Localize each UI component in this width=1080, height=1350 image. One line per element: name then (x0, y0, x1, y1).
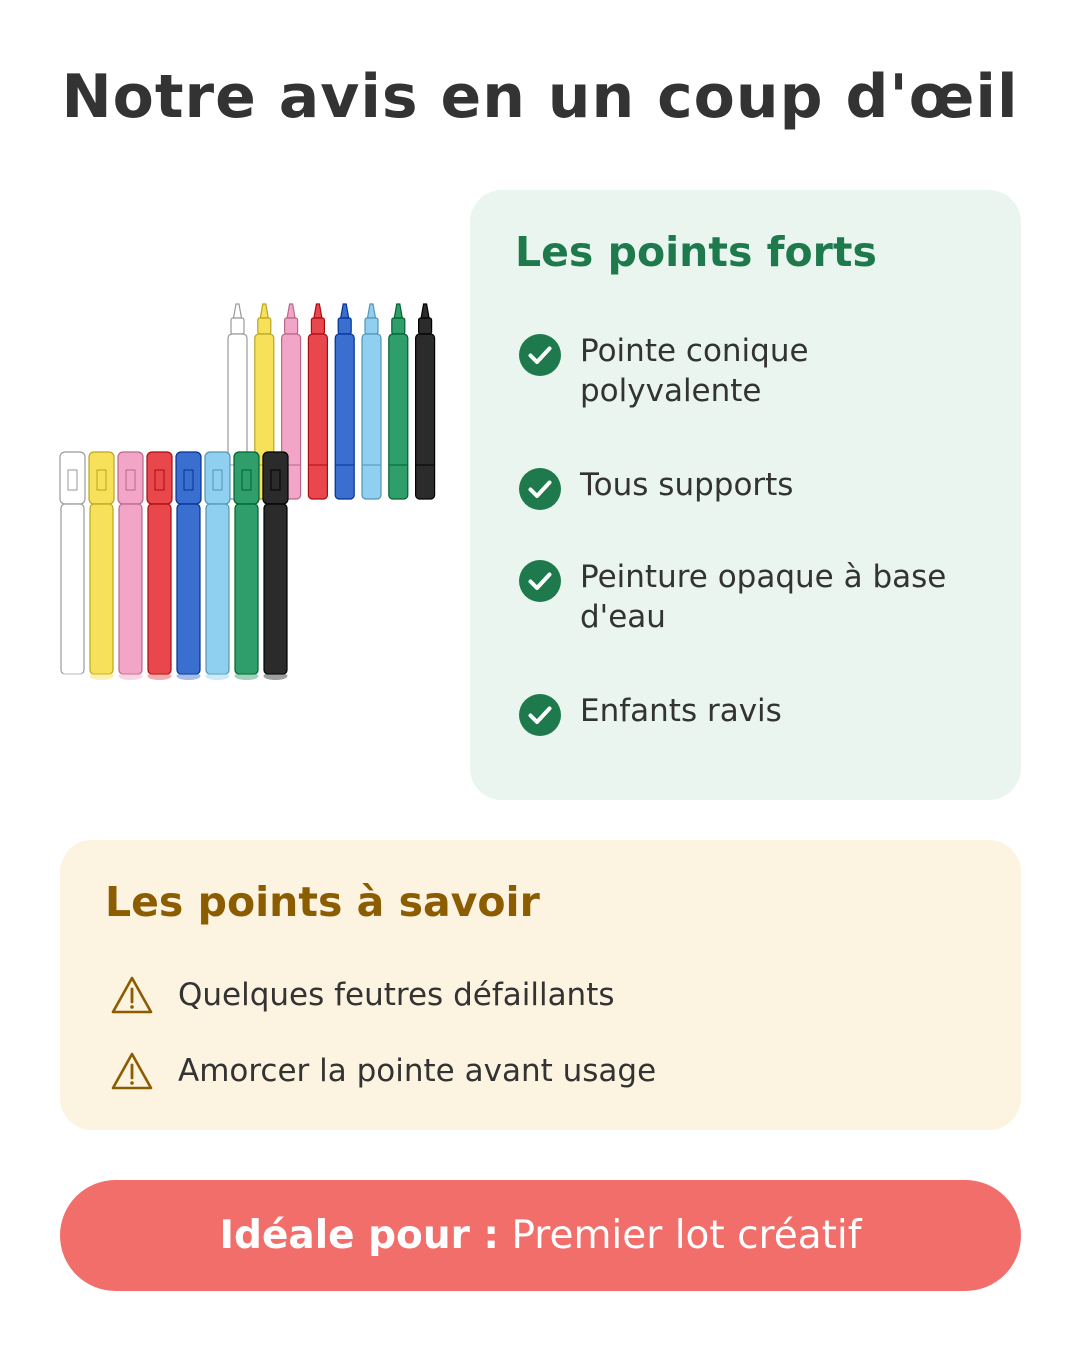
ideal-for-label: Idéale pour : (219, 1213, 500, 1258)
check-circle-icon (518, 467, 562, 511)
marker-front (205, 452, 230, 680)
warning-triangle-icon (110, 1051, 154, 1091)
pros-list-item (518, 467, 988, 511)
pros-item-label: Tous supports (580, 467, 794, 503)
cons-list-item (110, 975, 970, 1019)
marker-back (362, 304, 381, 499)
ideal-for-banner (60, 1180, 1021, 1291)
cons-item-label: Amorcer la pointe avant usage (178, 1053, 657, 1089)
cons-card (60, 840, 1021, 1130)
cons-item-label: Quelques feutres défaillants (178, 977, 615, 1013)
pros-item-label: Pointe conique polyvalente (580, 333, 809, 409)
check-circle-icon (518, 333, 562, 377)
check-circle-icon (518, 559, 562, 603)
markers-set-illustration (50, 290, 450, 695)
marker-front (147, 452, 172, 680)
marker-back (389, 304, 408, 499)
check-circle-icon (518, 693, 562, 737)
marker-front (263, 452, 288, 680)
cons-list-item (110, 1051, 970, 1095)
pros-list-item (518, 693, 988, 737)
marker-front (60, 452, 85, 680)
marker-front (176, 452, 201, 680)
pros-card (470, 190, 1021, 800)
marker-back (308, 304, 327, 499)
ideal-for-value: Premier lot créatif (511, 1213, 862, 1258)
page-title: Notre avis en un coup d'œil (61, 62, 1019, 132)
pros-title: Les points forts (515, 228, 877, 276)
pros-item-label: Peinture opaque à base d'eau (580, 559, 947, 635)
marker-front (89, 452, 114, 680)
cons-title: Les points à savoir (105, 878, 540, 926)
pros-item-label: Enfants ravis (580, 693, 782, 729)
pros-list-item (518, 559, 988, 643)
marker-back (416, 304, 435, 499)
marker-front (118, 452, 143, 680)
warning-triangle-icon (110, 975, 154, 1015)
marker-front (234, 452, 259, 680)
marker-back (335, 304, 354, 499)
pros-list-item (518, 333, 988, 417)
